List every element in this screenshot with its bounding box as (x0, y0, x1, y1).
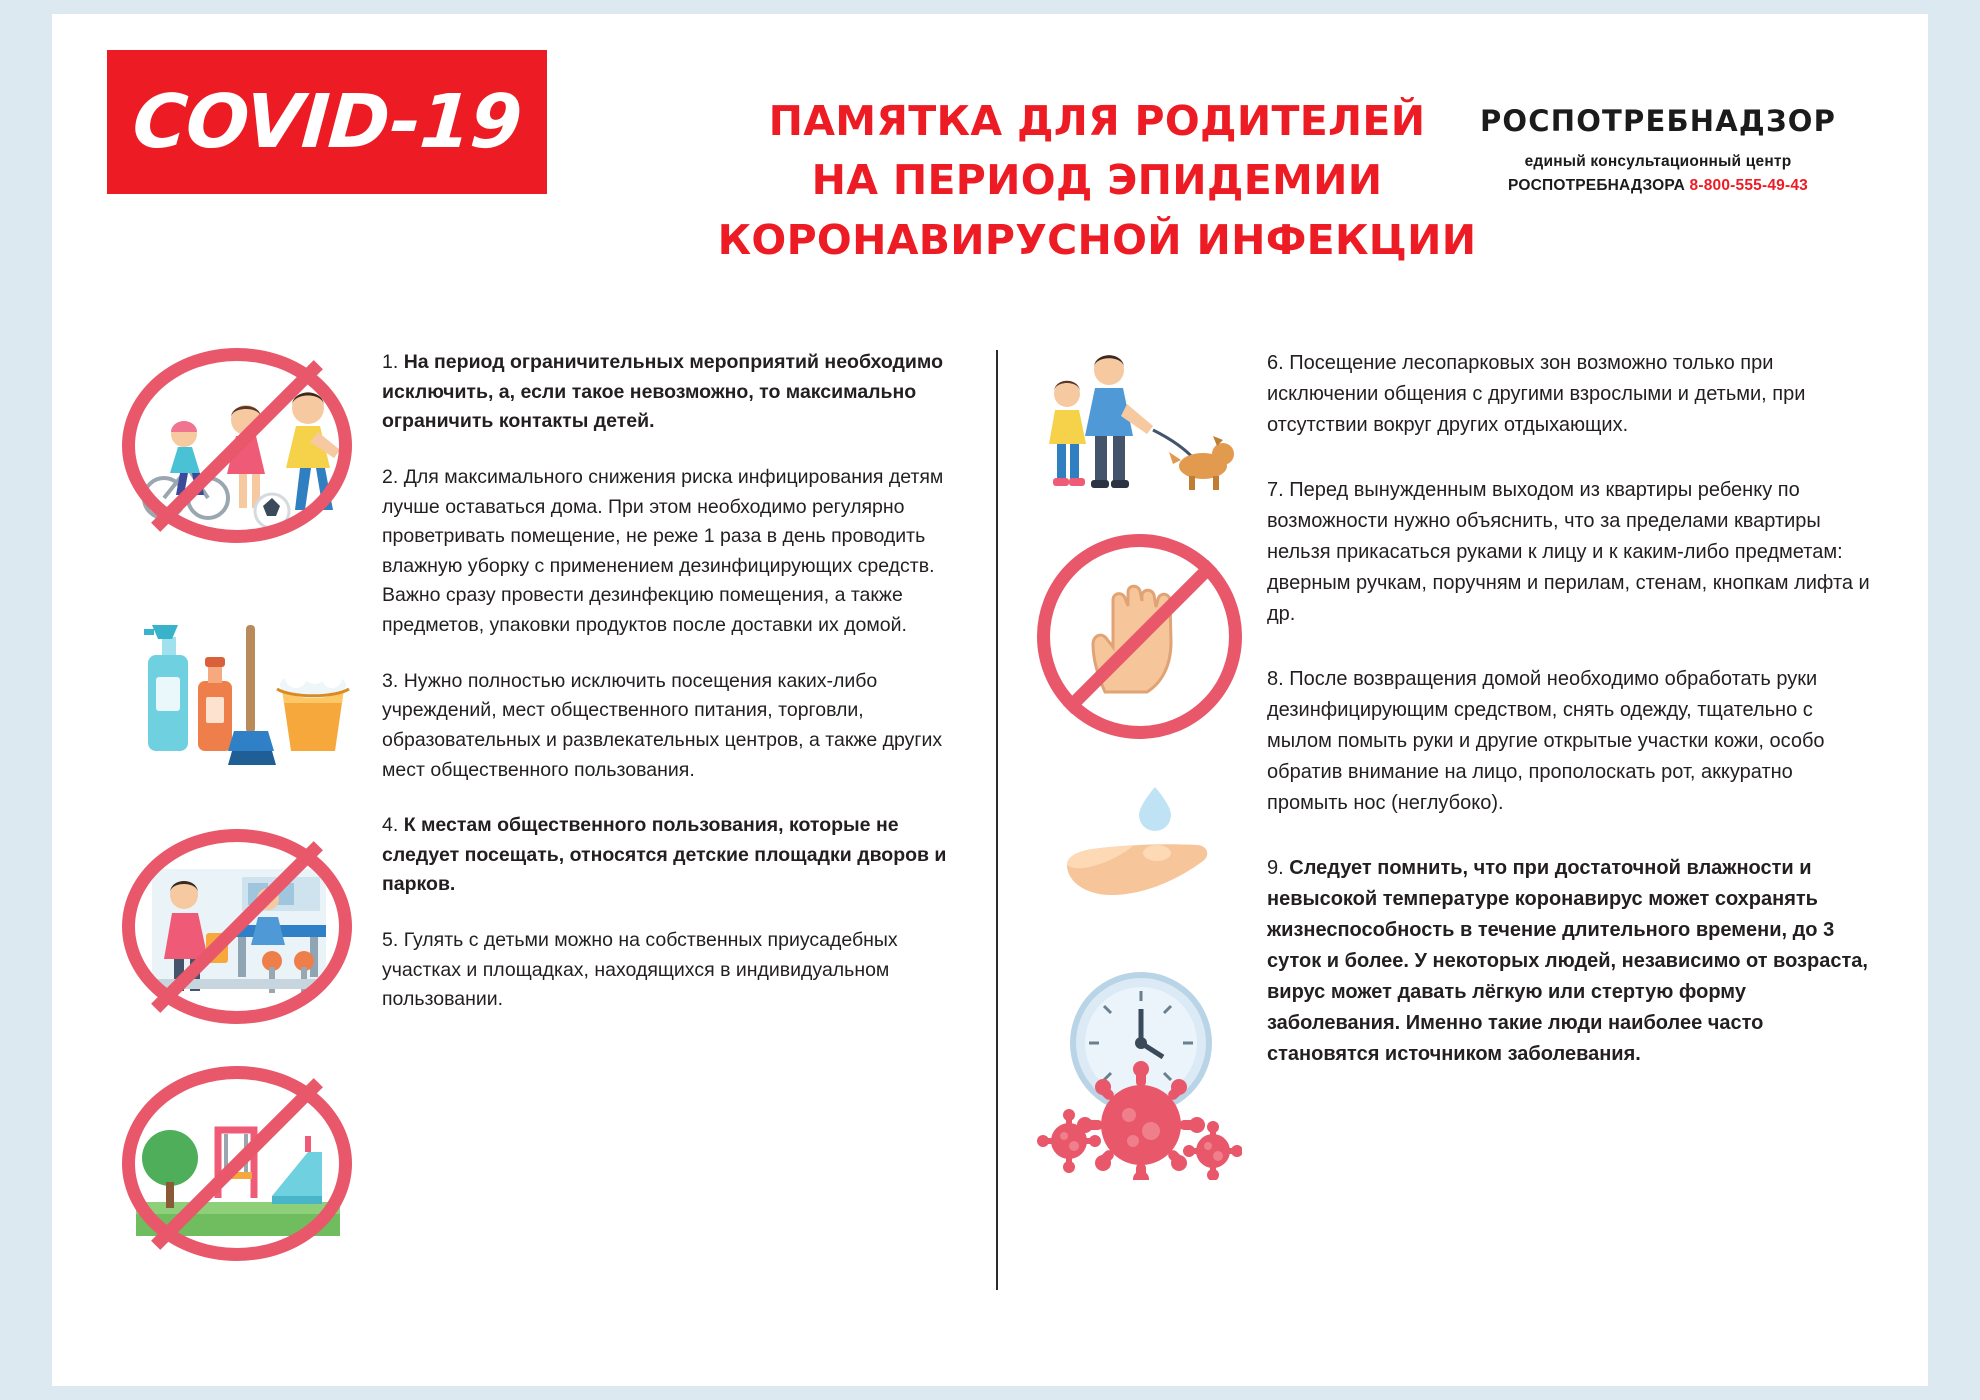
right-illustrations (1037, 348, 1267, 1190)
playground-prohibited-icon (122, 1066, 352, 1261)
item-number: 6. (1267, 352, 1284, 374)
list-item (382, 348, 972, 437)
do-not-touch-hand-prohibited-icon (1037, 534, 1242, 739)
item-text: После возвращения домой необходимо обработать руки дезинфицирующим средством, снять одежду, тщательно с мылом помыть руки и другие открытые участки кожи, особо обратив внимание на лицо, прополоскать рот, аккуратно промыть нос (неглубоко). (1267, 668, 1825, 814)
item-bold-text: К местам общественного пользования, которые не следует посещать, относятся детские площадки дворов и парков. (382, 814, 947, 896)
organization-block (1448, 104, 1868, 198)
page-title (642, 92, 1552, 270)
list-item (382, 811, 972, 900)
list-item (1267, 664, 1877, 819)
clock-coronavirus-icon (1037, 965, 1242, 1180)
covid19-badge-label: COVID-19 (130, 79, 524, 165)
item-number: 2. (382, 465, 399, 488)
item-number: 1. (382, 351, 399, 373)
hotline-label: единый консультационный центр (1524, 153, 1792, 170)
right-text-column (1267, 348, 1877, 1190)
item-number: 5. (382, 929, 399, 951)
list-item (382, 463, 972, 641)
item-number: 7. (1267, 479, 1284, 501)
poster-content (52, 314, 1928, 1314)
right-column (1037, 348, 1877, 1190)
cleaning-supplies-icon (122, 585, 352, 785)
hand-sanitizer-drop-icon (1037, 779, 1242, 919)
organization-name: РОСПОТРЕБНАДЗОР (1479, 104, 1837, 138)
father-child-dog-walk-icon (1037, 348, 1237, 498)
item-bold-text: На период ограничительных мероприятий необходимо исключить, а, если такое невозможно, то максимально ограничить контакты детей. (382, 351, 943, 433)
item-text: Перед вынужденным выходом из квартиры ребенку по возможности нужно объяснить, что за пределами квартиры нельзя прикасаться руками к лицу и к каким-либо предметам: дверным ручкам, поручням и перилам, стенам, кнопкам лифта и др. (1267, 479, 1870, 625)
item-text: Нужно полностью исключить посещения каких-либо учреждений, мест общественного питания, торговли, образовательных и развлекательных центров, а также других мест общественного пользования. (382, 669, 943, 781)
list-item (382, 926, 972, 1015)
public-places-prohibited-icon (122, 829, 352, 1024)
left-text-column (382, 348, 972, 1271)
organization-contact (1448, 150, 1868, 198)
item-text: Гулять с детьми можно на собственных приусадебных участках и площадках, находящихся в индивидуальном пользовании. (382, 929, 898, 1011)
item-number: 8. (1267, 668, 1284, 690)
poster-page (52, 14, 1928, 1386)
item-number: 4. (382, 814, 399, 837)
page-title-line-2: НА ПЕРИОД ЭПИДЕМИИ (811, 156, 1383, 205)
hotline-owner: РОСПОТРЕБНАДЗОРА (1508, 177, 1685, 195)
item-text: Для максимального снижения риска инфицирования детям лучше оставаться дома. При этом необходимо регулярно проветривать помещение, не реже 1 раза в день проводить влажную уборку с применением дезинфицирующих средств. Важно сразу провести дезинфекцию помещения, а также предметов, упаковки продуктов после доставки их домой. (382, 465, 944, 636)
item-text: Посещение лесопарковых зон возможно только при исключении общения с другими взрослыми и детьми, при отсутствии вокруг других отдыхающих. (1267, 352, 1806, 436)
left-column (122, 348, 972, 1271)
list-item (1267, 853, 1877, 1070)
covid19-badge (107, 50, 547, 194)
list-item (1267, 348, 1877, 441)
page-title-line-3: КОРОНАВИРУСНОЙ ИНФЕКЦИИ (717, 215, 1477, 264)
item-number: 3. (382, 669, 399, 692)
page-title-line-1: ПАМЯТКА ДЛЯ РОДИТЕЛЕЙ (768, 97, 1426, 145)
list-item (382, 667, 972, 786)
item-number: 9. (1267, 857, 1284, 879)
children-playing-prohibited-icon (122, 348, 352, 543)
list-item (1267, 475, 1877, 630)
poster-header (52, 14, 1928, 314)
item-bold-text: Следует помнить, что при достаточной влажности и невысокой температуре коронавирус может сохранять жизнеспособность в течение длительного времени, до 3 суток и более. У некоторых людей, независимо от возраста, вирус может давать лёгкую или стертую форму заболевания. Именно такие люди наиболее часто становятся источником заболевания. (1267, 857, 1868, 1065)
left-illustrations (122, 348, 382, 1271)
hotline-phone: 8-800-555-49-43 (1689, 177, 1808, 195)
column-divider (996, 350, 998, 1290)
